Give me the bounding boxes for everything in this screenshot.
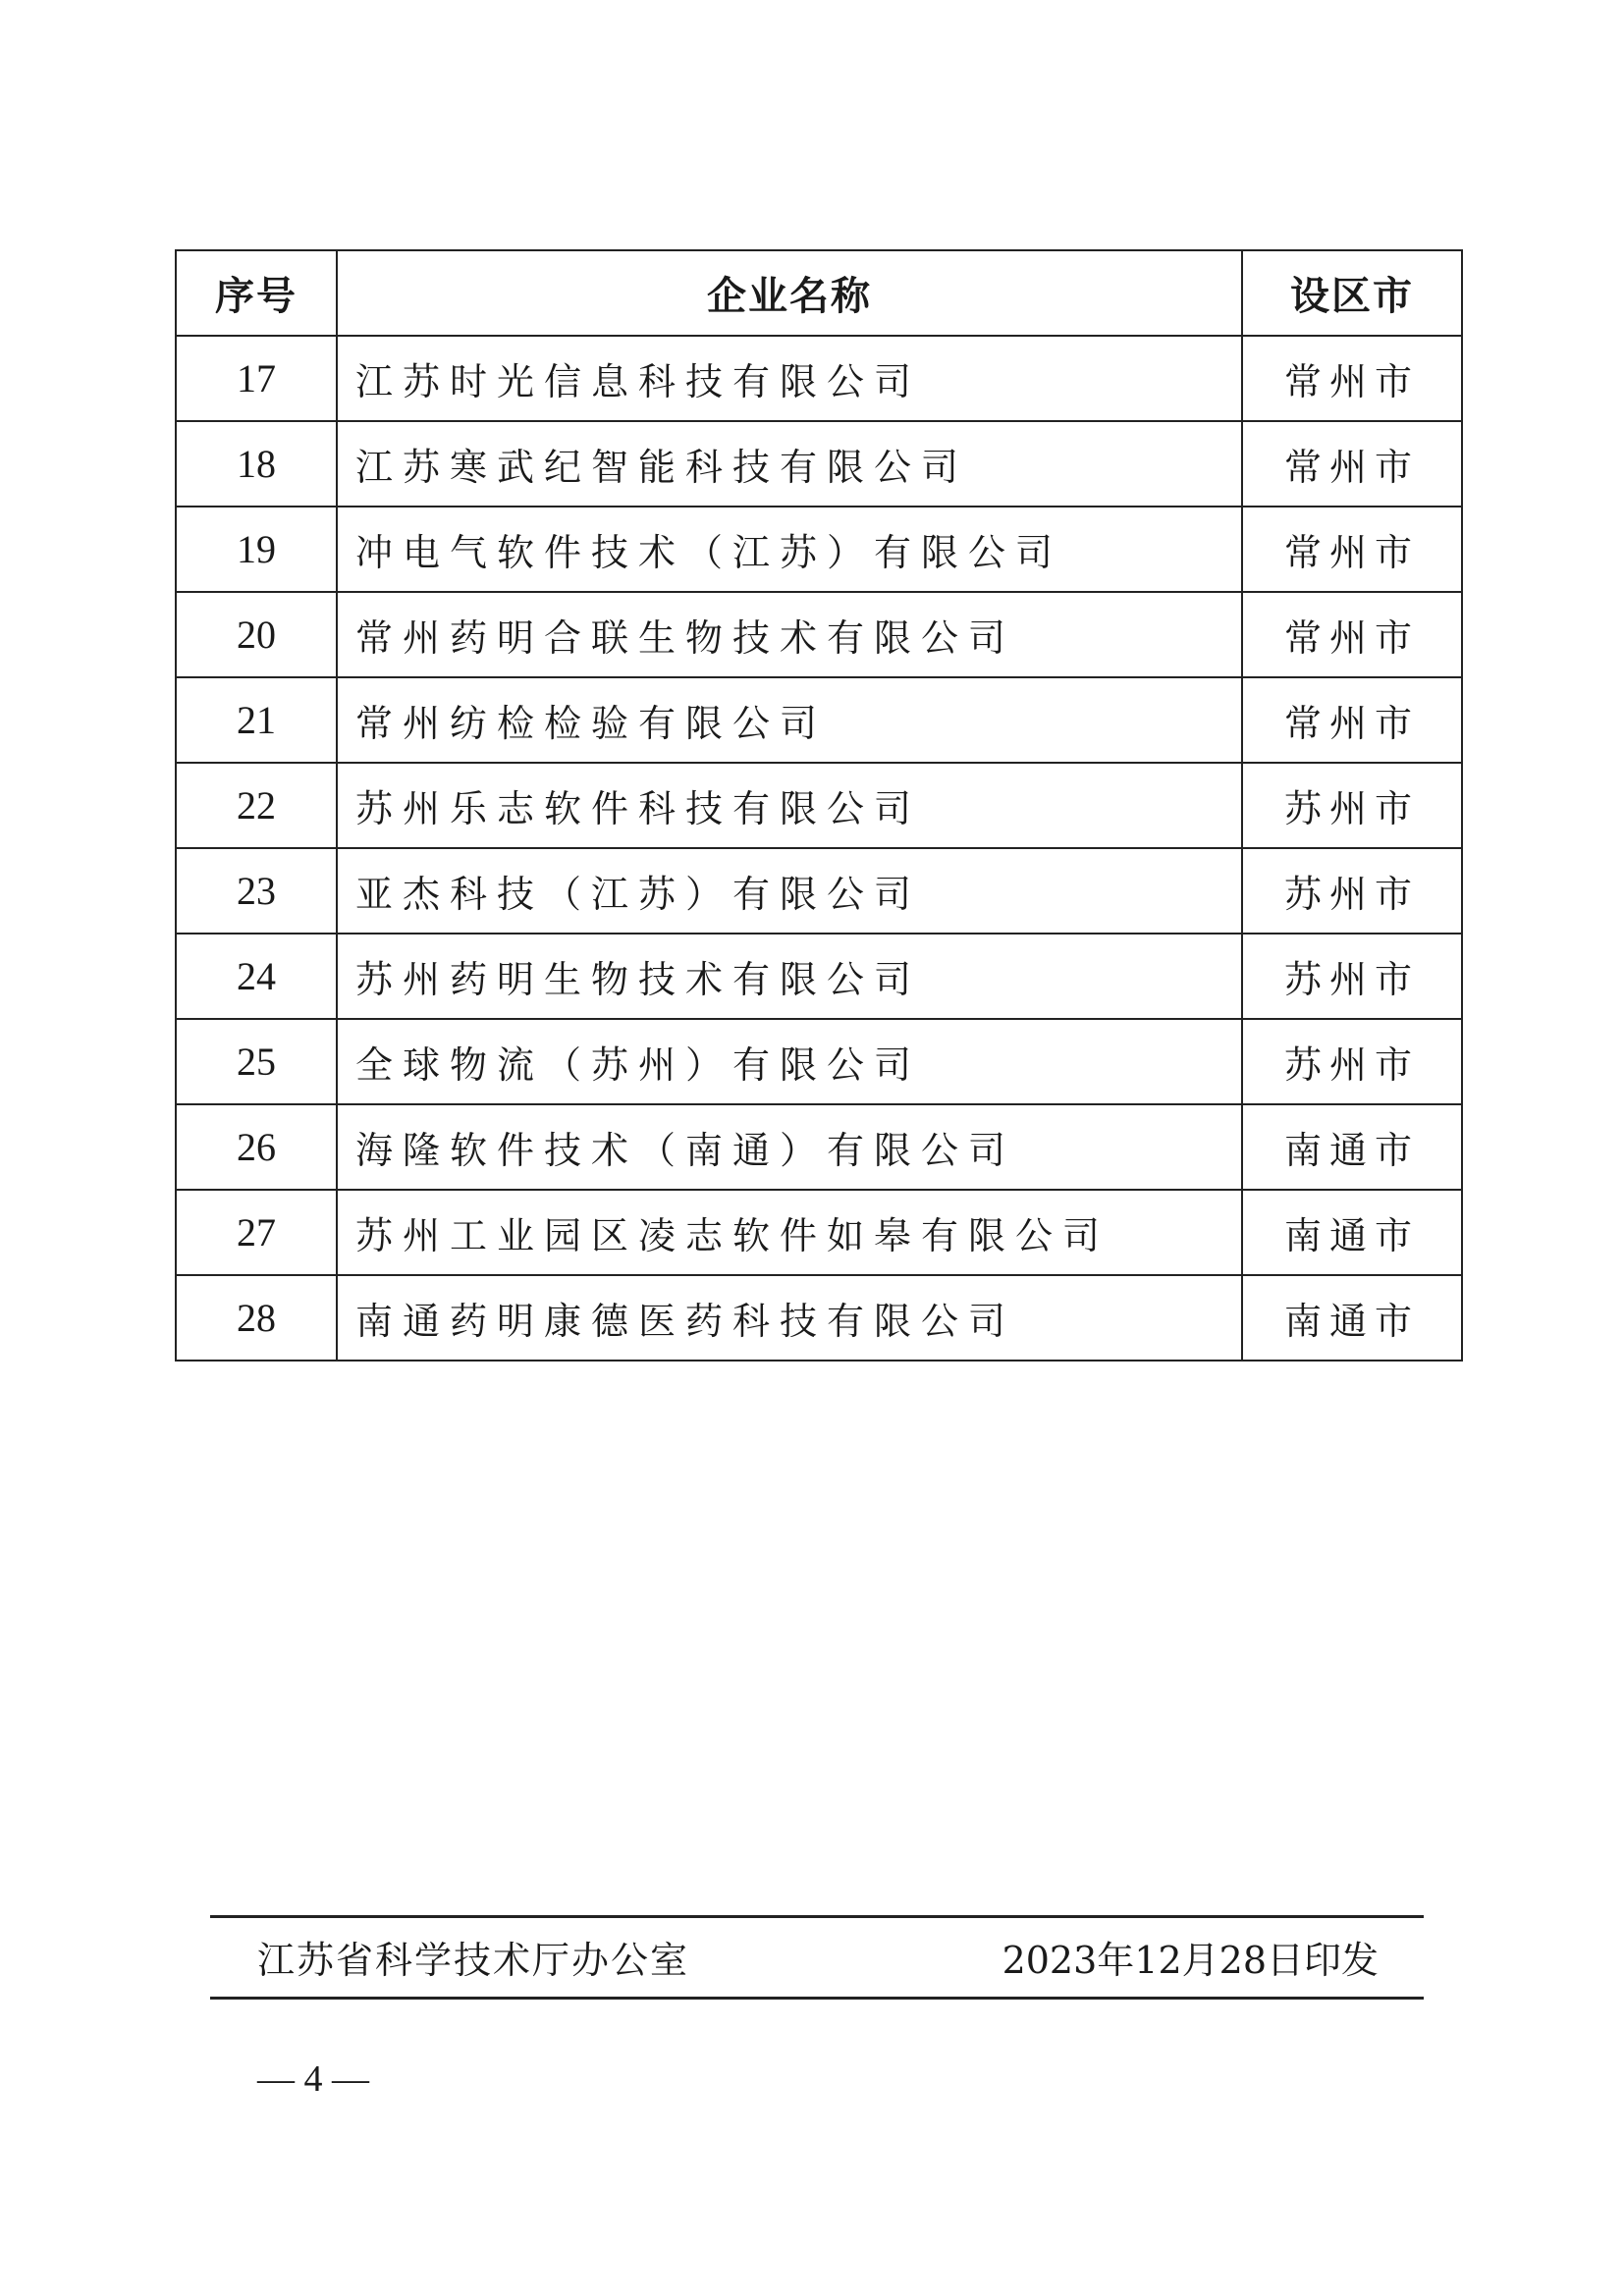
row-city: 常州市	[1242, 507, 1462, 592]
header-name: 企业名称	[337, 250, 1242, 336]
table-row	[176, 592, 1462, 677]
row-number: 17	[176, 336, 337, 421]
header-city: 设区市	[1242, 250, 1462, 336]
table-row	[176, 1190, 1462, 1275]
table-row	[176, 507, 1462, 592]
footer-issue-date: 2023年12月28日印发	[1001, 1939, 1379, 1982]
row-city: 常州市	[1242, 421, 1462, 507]
row-city: 常州市	[1242, 336, 1462, 421]
row-company-name: 冲电气软件技术（江苏）有限公司	[337, 507, 1242, 592]
row-company-name: 苏州工业园区凌志软件如皋有限公司	[337, 1190, 1242, 1275]
row-number: 26	[176, 1104, 337, 1190]
row-city: 苏州市	[1242, 1019, 1462, 1104]
page-number: — 4 —	[257, 2058, 369, 2100]
row-number: 28	[176, 1275, 337, 1361]
row-city: 常州市	[1242, 677, 1462, 763]
row-city: 常州市	[1242, 592, 1462, 677]
row-company-name: 常州药明合联生物技术有限公司	[337, 592, 1242, 677]
row-company-name: 江苏时光信息科技有限公司	[337, 336, 1242, 421]
table-row	[176, 336, 1462, 421]
row-company-name: 亚杰科技（江苏）有限公司	[337, 848, 1242, 934]
enterprise-table	[175, 249, 1463, 1362]
row-company-name: 全球物流（苏州）有限公司	[337, 1019, 1242, 1104]
footer-bottom-rule	[210, 1997, 1424, 2000]
row-company-name: 江苏寒武纪智能科技有限公司	[337, 421, 1242, 507]
row-company-name: 苏州药明生物技术有限公司	[337, 934, 1242, 1019]
table-row	[176, 763, 1462, 848]
header-number: 序号	[176, 250, 337, 336]
table-row	[176, 421, 1462, 507]
row-number: 23	[176, 848, 337, 934]
table-row	[176, 1019, 1462, 1104]
footer-top-rule	[210, 1915, 1424, 1918]
row-city: 南通市	[1242, 1190, 1462, 1275]
table-header-row	[176, 250, 1462, 336]
row-number: 25	[176, 1019, 337, 1104]
row-city: 苏州市	[1242, 763, 1462, 848]
row-city: 苏州市	[1242, 848, 1462, 934]
row-city: 苏州市	[1242, 934, 1462, 1019]
row-company-name: 南通药明康德医药科技有限公司	[337, 1275, 1242, 1361]
table-row	[176, 848, 1462, 934]
table-row	[176, 934, 1462, 1019]
row-number: 21	[176, 677, 337, 763]
row-company-name: 苏州乐志软件科技有限公司	[337, 763, 1242, 848]
row-city: 南通市	[1242, 1275, 1462, 1361]
row-company-name: 常州纺检检验有限公司	[337, 677, 1242, 763]
row-company-name: 海隆软件技术（南通）有限公司	[337, 1104, 1242, 1190]
row-number: 19	[176, 507, 337, 592]
row-number: 24	[176, 934, 337, 1019]
table-row	[176, 1275, 1462, 1361]
row-number: 22	[176, 763, 337, 848]
table-row	[176, 677, 1462, 763]
row-number: 18	[176, 421, 337, 507]
row-number: 20	[176, 592, 337, 677]
row-city: 南通市	[1242, 1104, 1462, 1190]
footer-issuer: 江苏省科学技术厅办公室	[257, 1939, 690, 1982]
table-row	[176, 1104, 1462, 1190]
row-number: 27	[176, 1190, 337, 1275]
